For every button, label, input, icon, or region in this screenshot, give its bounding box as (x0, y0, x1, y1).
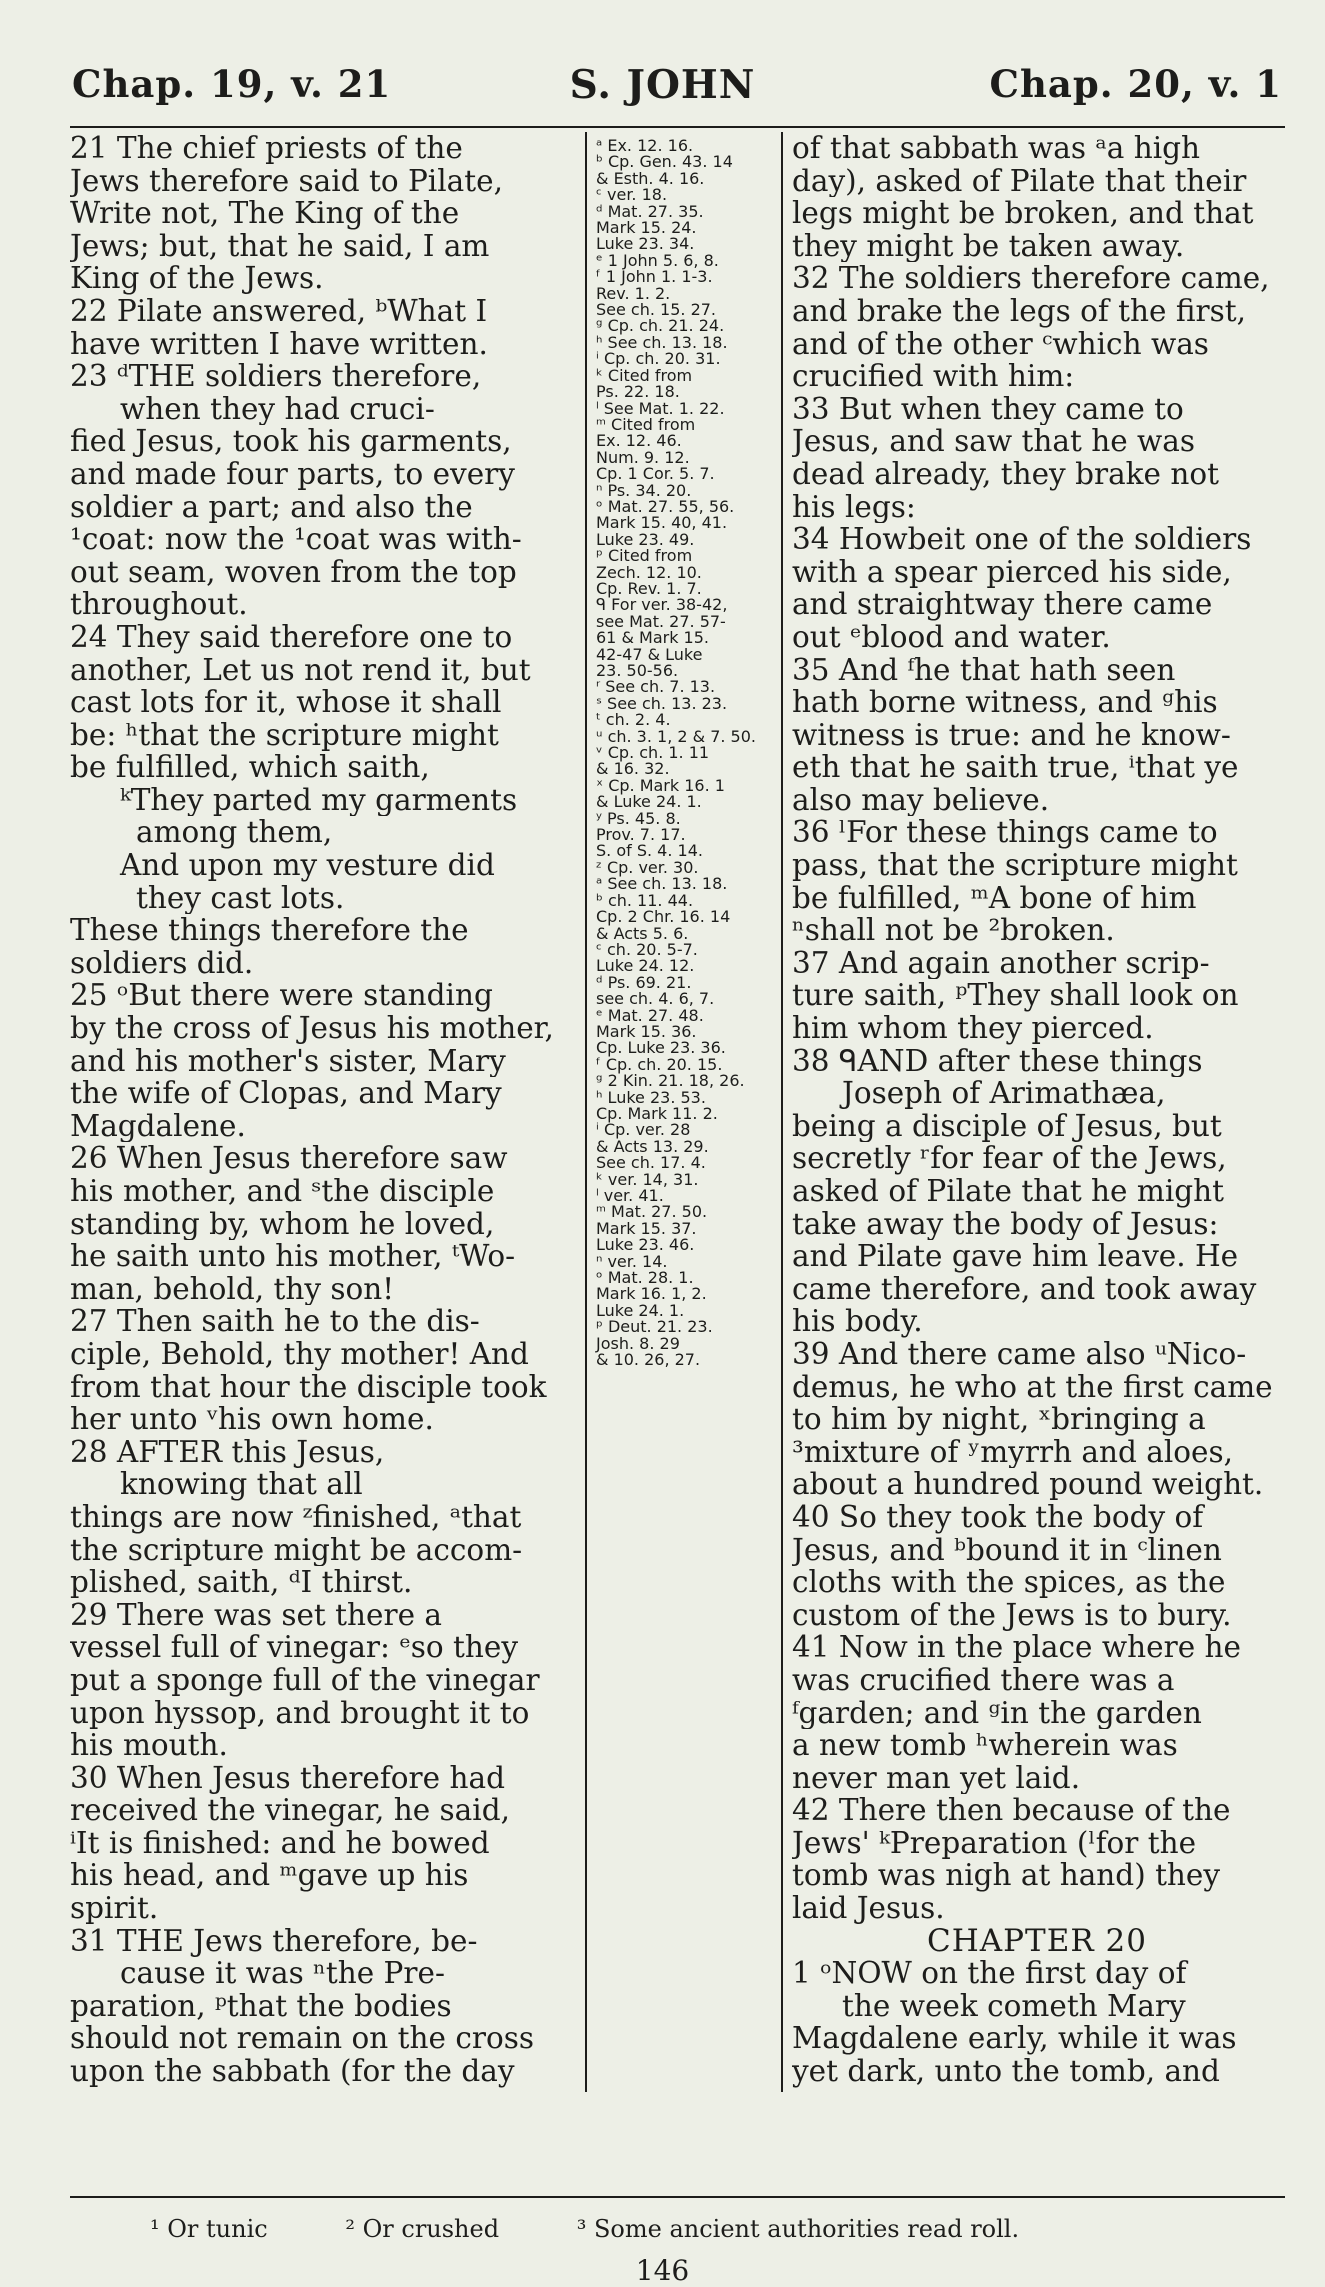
text-line: vessel full of vinegar: ᵉso they (70, 1631, 519, 1664)
text-line: 21 The chief priests of the (70, 132, 463, 165)
margin-reference: & Luke 24. 1. (596, 792, 702, 812)
margin-reference: ᵗ ch. 2. 4. (596, 710, 671, 730)
margin-reference: Cp. Rev. 1. 7. (596, 578, 702, 598)
text-line: 28 AFTER this Jesus, (70, 1435, 385, 1469)
margin-reference: ᵒ Mat. 27. 55, 56. (596, 496, 735, 516)
text-line: ¹coat: now the ¹coat was with- (70, 523, 522, 556)
text-line: should not remain on the cross (70, 2022, 535, 2056)
text-line: 33 But when they came to (792, 392, 1184, 426)
text-line: among them, (136, 816, 333, 850)
text-line: came therefore, and took away (792, 1272, 1257, 1306)
margin-reference: Mark 15. 36. (596, 1021, 697, 1041)
text-line: pass, that the scripture might (792, 849, 1238, 882)
margin-reference: ᶜ ch. 20. 5-7. (596, 939, 698, 959)
text-line: 42 There then because of the (792, 1794, 1231, 1827)
text-line: ³mixture of ʸmyrrh and aloes, (792, 1435, 1234, 1469)
margin-reference: ᶜ ver. 18. (596, 185, 668, 205)
text-line: his body. (792, 1305, 923, 1338)
margin-reference: ᶠ Cp. ch. 20. 15. (596, 1054, 723, 1074)
header-chapter-start: Chap. 19, v. 21 (72, 62, 392, 106)
text-line: to him by night, ˣbringing a (792, 1403, 1206, 1436)
margin-reference: 61 & Mark 15. (596, 628, 709, 648)
margin-reference: ˣ Cp. Mark 16. 1 (596, 775, 725, 795)
text-line: also may believe. (792, 783, 1050, 817)
text-line: secretly ʳfor fear of the Jews, (792, 1142, 1227, 1175)
margin-reference: Luke 24. 12. (596, 956, 695, 976)
margin-reference: ᵒ Mat. 28. 1. (596, 1268, 694, 1288)
text-line: have written I have written. (70, 327, 488, 361)
margin-reference: ⁱ Cp. ch. 20. 31. (596, 349, 721, 369)
margin-reference: ᑫ For ver. 38-42, (596, 595, 728, 615)
margin-reference: Luke 23. 49. (596, 529, 695, 549)
margin-reference: ᵍ 2 Kin. 21. 18, 26. (596, 1071, 745, 1091)
margin-reference: Cp. 2 Chr. 16. 14 (596, 907, 731, 927)
margin-reference: ᵇ ch. 11. 44. (596, 890, 694, 910)
text-line: fied Jesus, took his garments, (70, 425, 512, 458)
text-line: ᶠgarden; and ᵍin the garden (792, 1696, 1202, 1730)
margin-reference: ʰ Luke 23. 53. (596, 1087, 706, 1107)
margin-reference: ⁿ ver. 14. (596, 1251, 668, 1271)
text-line: 1 ᵒNOW on the first day of (792, 1957, 1187, 1990)
text-line: 31 THE Jews therefore, be- (70, 1924, 478, 1958)
text-line: 30 When Jesus therefore had (70, 1761, 505, 1795)
text-line: plished, saith, ᵈI thirst. (70, 1566, 413, 1599)
footer-rule (70, 2196, 1285, 2198)
left-text-column (70, 132, 572, 2088)
text-line: things are now ᶻfinished, ᵃthat (70, 1500, 522, 1534)
text-line: be fulfilled, which saith, (70, 751, 430, 784)
margin-reference: ᵈ Ps. 69. 21. (596, 972, 692, 992)
margin-reference: Ex. 12. 46. (596, 431, 682, 451)
margin-reference: See ch. 15. 27. (596, 300, 717, 320)
text-line: the wife of Clopas, and Mary (70, 1077, 502, 1110)
margin-reference: ᵐ Cited from (596, 414, 696, 434)
margin-reference: ⁿ Ps. 34. 20. (596, 480, 692, 500)
text-line: hath borne witness, and ᵍhis (792, 686, 1218, 719)
text-line: 34 Howbeit one of the soldiers (792, 523, 1252, 556)
text-line: be: ʰthat the scripture might (70, 718, 499, 752)
text-line: ture saith, ᵖThey shall look on (792, 979, 1239, 1013)
margin-reference: ˡ See Mat. 1. 22. (596, 398, 725, 418)
margin-reference: & Acts 13. 29. (596, 1136, 709, 1156)
column-divider-left (585, 132, 587, 2092)
text-line: Joseph of Arimathæa, (842, 1077, 1166, 1110)
text-line: Jews; but, that he said, I am (70, 229, 490, 263)
margin-reference: ᵉ 1 John 5. 6, 8. (596, 250, 719, 270)
margin-reference: & 10. 26, 27. (596, 1350, 701, 1370)
text-line: 32 The soldiers therefore came, (792, 262, 1270, 295)
text-line: Jews therefore said to Pilate, (70, 164, 503, 198)
page-number: 146 (635, 2254, 690, 2287)
text-line: ciple, Behold, thy mother! And (70, 1337, 529, 1371)
text-line: out ᵉblood and water. (792, 620, 1111, 654)
text-line: they cast lots. (136, 881, 345, 915)
text-line: tomb was nigh at hand) they (792, 1859, 1221, 1893)
header-chapter-end: Chap. 20, v. 1 (989, 62, 1282, 106)
text-line: received the vinegar, he said, (70, 1794, 510, 1827)
margin-reference: & Acts 5. 6. (596, 923, 689, 943)
text-line: his mouth. (70, 1729, 228, 1762)
text-line: eth that he saith true, ⁱthat ye (792, 751, 1239, 784)
text-line: 39 And there came also ᵘNico- (792, 1337, 1247, 1371)
text-line: CHAPTER 20 (927, 1924, 1147, 1958)
text-line: Magdalene. (70, 1109, 246, 1143)
text-line: crucified with him: (792, 360, 1075, 393)
margin-reference: ᵃ See ch. 13. 18. (596, 874, 728, 894)
margin-reference: ᵏ Cited from (596, 365, 693, 385)
text-line: being a disciple of Jesus, but (792, 1109, 1222, 1143)
margin-reference: ⁱ Cp. ver. 28 (596, 1120, 691, 1140)
text-line: asked of Pilate that he might (792, 1175, 1225, 1208)
running-header (0, 62, 1325, 122)
text-line: cloths with the spices, as the (792, 1566, 1226, 1599)
margin-reference: Mark 15. 37. (596, 1218, 697, 1238)
margin-reference: ˢ See ch. 13. 23. (596, 693, 728, 713)
margin-reference: ᵍ Cp. ch. 21. 24. (596, 316, 725, 336)
margin-reference: ᶠ 1 John 1. 1-3. (596, 267, 713, 287)
margin-reference: Cp. Mark 11. 2. (596, 1103, 718, 1123)
text-line: of that sabbath was ᵃa high (792, 132, 1201, 165)
footnote: ³ Some ancient authorities read roll. (576, 2215, 1020, 2243)
margin-reference: ᵛ Cp. ch. 1. 11 (596, 743, 710, 763)
margin-reference: S. of S. 4. 14. (596, 841, 703, 861)
text-line: dead already, they brake not (792, 457, 1220, 491)
header-rule (70, 126, 1285, 128)
text-line: cast lots for it, whose it shall (70, 686, 502, 719)
text-line: ᵏThey parted my garments (120, 783, 518, 817)
margin-reference: & 16. 32. (596, 759, 670, 779)
column-divider-right (781, 132, 783, 2092)
margin-reference: ˡ ver. 41. (596, 1186, 664, 1205)
margin-reference: ᵘ ch. 3. 1, 2 & 7. 50. (596, 726, 756, 746)
text-line: And upon my vesture did (120, 849, 495, 882)
text-line: by the cross of Jesus his mother, (70, 1012, 554, 1045)
text-line: man, behold, thy son! (70, 1272, 395, 1306)
text-line: 27 Then saith he to the dis- (70, 1305, 480, 1338)
footnote: ² Or crushed (345, 2215, 500, 2243)
footnote: ¹ Or tunic (150, 2215, 268, 2243)
margin-reference: Mark 15. 40, 41. (596, 513, 728, 533)
text-line: 41 Now in the place where he (792, 1631, 1241, 1664)
text-line: throughout. (70, 588, 248, 621)
margin-reference: 42-47 & Luke (596, 644, 703, 664)
text-line: with a spear pierced his side, (792, 555, 1232, 589)
margin-reference: Luke 23. 46. (596, 1235, 695, 1255)
margin-reference: see Mat. 27. 57- (596, 611, 726, 631)
text-line: 23 ᵈTHE soldiers therefore, (70, 360, 482, 393)
text-line: he saith unto his mother, ᵗWo- (70, 1240, 516, 1273)
text-line: cause it was ⁿthe Pre- (120, 1957, 445, 1990)
text-line: laid Jesus. (792, 1892, 945, 1925)
text-line: spirit. (70, 1892, 159, 1925)
text-line: 40 So they took the body of (792, 1500, 1204, 1534)
text-line: him whom they pierced. (792, 1012, 1154, 1045)
text-line: 25 ᵒBut there were standing (70, 979, 493, 1013)
margin-reference: Luke 24. 1. (596, 1300, 685, 1320)
text-line: Write not, The King of the (70, 197, 460, 230)
text-line: his legs: (792, 490, 916, 524)
text-line: custom of the Jews is to bury. (792, 1598, 1232, 1632)
margin-reference: Num. 9. 12. (596, 447, 690, 467)
text-line: and made four parts, to every (70, 457, 515, 491)
text-line: Jews' ᵏPreparation (ˡfor the (792, 1826, 1197, 1860)
text-line: standing by, whom he loved, (70, 1207, 495, 1241)
text-line: out seam, woven from the top (70, 555, 517, 589)
text-line: her unto ᵛhis own home. (70, 1403, 434, 1436)
text-line: Jesus, and ᵇbound it in ᶜlinen (792, 1533, 1222, 1567)
margin-reference: Prov. 7. 17. (596, 825, 686, 845)
margin-reference: see ch. 4. 6, 7. (596, 989, 715, 1009)
text-line: ⁱIt is finished: and he bowed (70, 1826, 490, 1860)
text-line: 22 Pilate answered, ᵇWhat I (70, 294, 488, 328)
margin-reference: ᵖ Deut. 21. 23. (596, 1317, 713, 1337)
text-line: 26 When Jesus therefore saw (70, 1142, 508, 1175)
text-line: soldier a part; and also the (70, 490, 473, 524)
margin-reference: ʳ See ch. 7. 13. (596, 677, 716, 697)
margin-reference: ᵏ ver. 14, 31. (596, 1169, 699, 1189)
text-line: These things therefore the (70, 914, 469, 947)
text-line: never man yet laid. (792, 1761, 1081, 1795)
text-line: and brake the legs of the first, (792, 294, 1247, 328)
margin-reference: Mark 16. 1, 2. (596, 1284, 707, 1304)
text-line: 29 There was set there a (70, 1598, 443, 1632)
margin-reference: Zech. 12. 10. (596, 562, 702, 582)
margin-reference: ᶻ Cp. ver. 30. (596, 857, 699, 877)
margin-reference: Mark 15. 24. (596, 218, 697, 238)
margin-reference: ᵐ Mat. 27. 50. (596, 1202, 708, 1222)
text-line: another, Let us not rend it, but (70, 653, 531, 687)
text-line: King of the Jews. (70, 262, 324, 295)
text-line: and his mother's sister, Mary (70, 1044, 506, 1078)
footnotes (150, 2215, 1089, 2243)
text-line: Magdalene early, while it was (792, 2022, 1237, 2056)
text-line: yet dark, unto the tomb, and (792, 2055, 1220, 2088)
text-line: 36 ˡFor these things came to (792, 816, 1218, 850)
text-line: knowing that all (120, 1468, 363, 1501)
text-line: was crucified there was a (792, 1663, 1175, 1697)
text-line: day), asked of Pilate that their (792, 164, 1247, 198)
margin-reference: See ch. 17. 4. (596, 1153, 706, 1173)
text-line: Jesus, and saw that he was (792, 425, 1196, 458)
margin-reference: ᵖ Cited from (596, 546, 693, 566)
text-line: take away the body of Jesus: (792, 1207, 1219, 1241)
text-line: ⁿshall not be ²broken. (792, 914, 1115, 947)
text-line: and Pilate gave him leave. He (792, 1240, 1239, 1273)
margin-reference: Rev. 1. 2. (596, 283, 671, 303)
text-line: his head, and ᵐgave up his (70, 1859, 469, 1893)
text-line: 37 And again another scrip- (792, 946, 1210, 980)
margin-reference: Cp. 1 Cor. 5. 7. (596, 464, 715, 484)
text-line: and straightway there came (792, 588, 1213, 621)
text-line: be fulfilled, ᵐA bone of him (792, 881, 1197, 915)
text-line: witness is true: and he know- (792, 718, 1231, 752)
margin-reference: ᵈ Mat. 27. 35. (596, 201, 704, 221)
text-line: paration, ᵖthat the bodies (70, 1989, 452, 2023)
text-line: soldiers did. (70, 946, 254, 980)
text-line: the scripture might be accom- (70, 1533, 523, 1567)
text-line: when they had cruci- (120, 392, 435, 426)
margin-reference: 23. 50-56. (596, 661, 679, 680)
margin-reference: ᵇ Cp. Gen. 43. 14 (596, 152, 733, 172)
text-line: the week cometh Mary (842, 1989, 1186, 2023)
margin-reference: Cp. Luke 23. 36. (596, 1038, 726, 1058)
margin-reference: ʰ See ch. 13. 18. (596, 332, 728, 352)
text-line: they might be taken away. (792, 229, 1185, 263)
header-book-title: S. JOHN (569, 62, 756, 108)
margin-reference: ᵃ Ex. 12. 16. (596, 136, 694, 155)
text-line: about a hundred pound weight. (792, 1468, 1264, 1501)
margin-references-column (596, 138, 776, 1368)
margin-reference: Ps. 22. 18. (596, 382, 680, 402)
text-line: 38 ᑫAND after these things (792, 1044, 1203, 1078)
text-line: legs might be broken, and that (792, 197, 1254, 230)
text-line: 35 And ᶠhe that hath seen (792, 653, 1176, 687)
text-line: put a sponge full of the vinegar (70, 1663, 540, 1697)
text-line: a new tomb ʰwherein was (792, 1729, 1178, 1762)
text-line: his mother, and ˢthe disciple (70, 1175, 495, 1208)
text-line: upon the sabbath (for the day (70, 2055, 515, 2088)
margin-reference: ʸ Ps. 45. 8. (596, 808, 681, 828)
right-text-column (792, 132, 1282, 2088)
margin-reference: & Esth. 4. 16. (596, 168, 705, 188)
margin-reference: ᵉ Mat. 27. 48. (596, 1005, 704, 1025)
text-line: and of the other ᶜwhich was (792, 327, 1209, 361)
text-line: from that hour the disciple took (70, 1370, 547, 1404)
text-line: demus, he who at the first came (792, 1370, 1273, 1404)
text-line: 24 They said therefore one to (70, 620, 513, 654)
text-line: upon hyssop, and brought it to (70, 1696, 530, 1730)
margin-reference: Josh. 8. 29 (596, 1333, 680, 1353)
margin-reference: Luke 23. 34. (596, 234, 695, 254)
